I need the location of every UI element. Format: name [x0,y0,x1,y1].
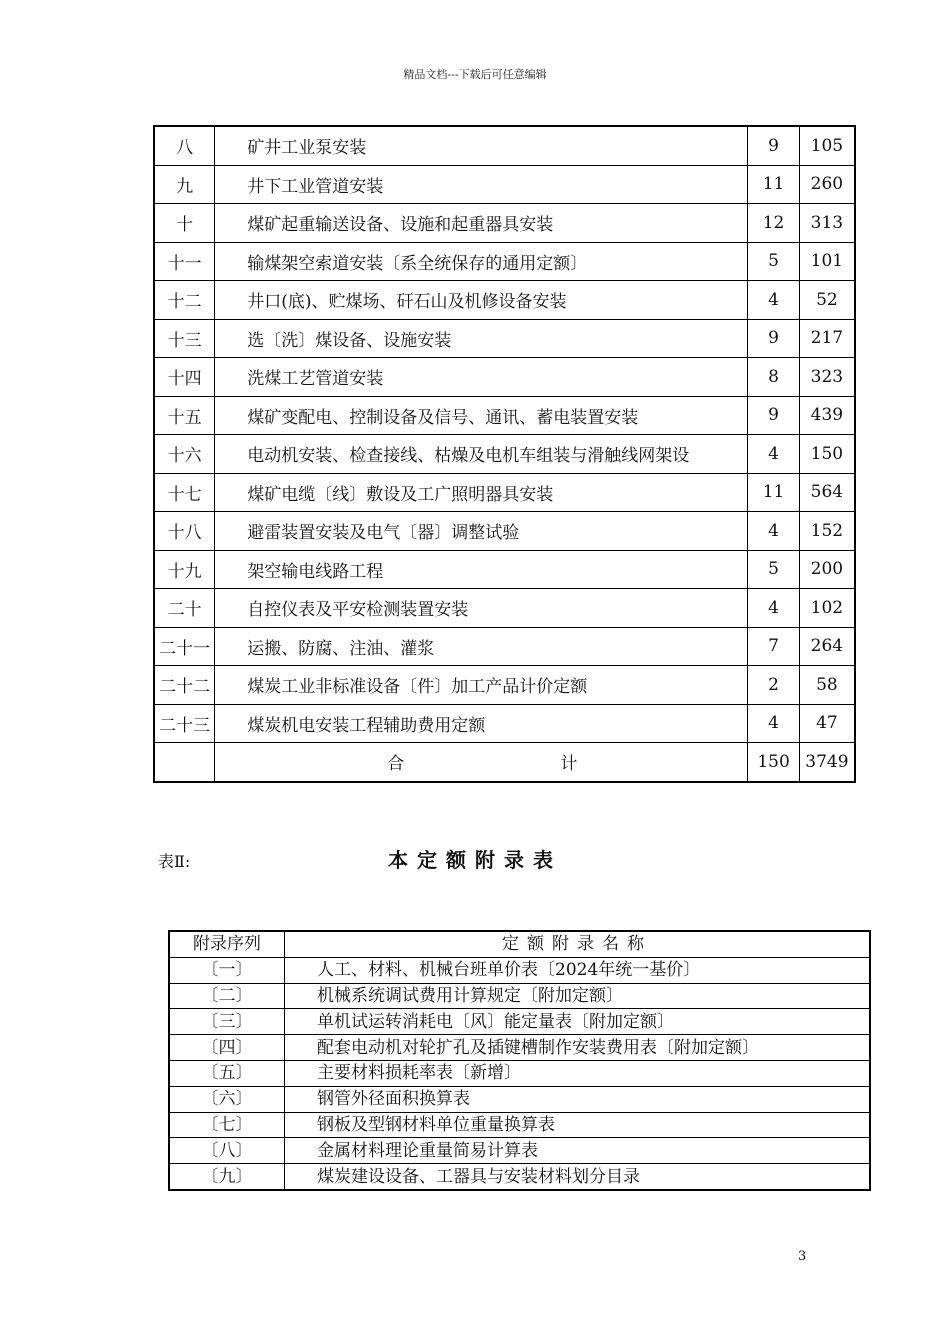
chapter-number: 十六 [154,435,215,474]
table-row [154,589,855,628]
appendix-number: 〔二〕 [169,983,285,1009]
chapter-name: 洗煤工艺管道安装 [215,358,748,397]
chapter-name: 电动机安装、检查接线、枯燥及电机车组装与滑触线网架设 [215,435,748,474]
appendix-name: 钢管外径面积换算表 [285,1086,871,1112]
table-row [154,512,855,551]
chapter-name: 运搬、防腐、注油、灌浆 [215,627,748,666]
total-items: 3749 [799,743,855,782]
chapter-count: 4 [748,704,799,743]
item-count: 47 [799,704,855,743]
appendix-name: 煤炭建设设备、工器具与安装材料划分目录 [285,1164,871,1190]
chapter-number: 二十二 [154,666,215,705]
chapter-name: 避雷装置安装及电气〔器〕调整试验 [215,512,748,551]
chapter-count: 9 [748,396,799,435]
item-count: 101 [799,242,855,281]
chapter-count: 4 [748,435,799,474]
chapter-count: 9 [748,126,799,165]
chapter-count: 5 [748,242,799,281]
table-row [169,957,870,983]
appendix-number: 〔八〕 [169,1138,285,1164]
item-count: 52 [799,281,855,320]
item-count: 264 [799,627,855,666]
appendix-number: 〔四〕 [169,1035,285,1061]
table2-title: 本定额附录表 [388,848,562,872]
total-label-b: 计 [560,754,578,775]
chapter-count: 5 [748,550,799,589]
table2-label: 表Ⅱ: [158,852,191,871]
chapter-number: 十八 [154,512,215,551]
chapter-number: 二十 [154,589,215,628]
chapter-count: 7 [748,627,799,666]
quota-chapter-table [153,125,856,783]
item-count: 150 [799,435,855,474]
table-row [169,1060,870,1086]
table-row [169,1086,870,1112]
chapter-number: 二十三 [154,704,215,743]
header-appendix-name: 定额附录名称 [285,931,871,957]
total-label-a: 合 [387,754,405,775]
item-count: 105 [799,126,855,165]
table-row [154,165,855,204]
chapter-name: 井口(底)、贮煤场、矸石山及机修设备安装 [215,281,748,320]
table-row [154,473,855,512]
table-row [169,1164,870,1190]
chapter-name: 煤矿起重输送设备、设施和起重器具安装 [215,204,748,243]
chapter-name: 井下工业管道安装 [215,165,748,204]
chapter-name: 自控仪表及平安检测装置安装 [215,589,748,628]
table-row [154,435,855,474]
table-row [169,1112,870,1138]
table-row [169,1138,870,1164]
chapter-name: 煤炭机电安装工程辅助费用定额 [215,704,748,743]
appendix-name: 人工、材料、机械台班单价表〔2024年统一基价〕 [285,957,871,983]
chapter-name: 输煤架空索道安装〔系全统保存的通用定额〕 [215,242,748,281]
table-row [154,319,855,358]
chapter-number: 十 [154,204,215,243]
appendix-name: 单机试运转消耗电〔风〕能定量表〔附加定额〕 [285,1009,871,1035]
chapter-number: 十五 [154,396,215,435]
table-row [154,704,855,743]
chapter-name: 架空输电线路工程 [215,550,748,589]
appendix-table [168,930,871,1191]
chapter-count: 4 [748,512,799,551]
chapter-number: 二十一 [154,627,215,666]
item-count: 152 [799,512,855,551]
item-count: 260 [799,165,855,204]
table-row [154,396,855,435]
item-count: 200 [799,550,855,589]
chapter-number: 九 [154,165,215,204]
table-row [154,358,855,397]
item-count: 323 [799,358,855,397]
table-row [154,281,855,320]
table-row [154,550,855,589]
chapter-number: 十九 [154,550,215,589]
total-label [215,743,748,782]
chapter-name: 煤矿变配电、控制设备及信号、通讯、蓄电装置安装 [215,396,748,435]
item-count: 58 [799,666,855,705]
item-count: 564 [799,473,855,512]
header-appendix-no: 附录序列 [169,931,285,957]
chapter-count: 12 [748,204,799,243]
total-empty-cell [154,743,215,782]
table-row [154,204,855,243]
appendix-number: 〔七〕 [169,1112,285,1138]
appendix-number: 〔三〕 [169,1009,285,1035]
item-count: 439 [799,396,855,435]
total-chapters: 150 [748,743,799,782]
page-number: 3 [798,1249,807,1264]
chapter-name: 矿井工业泵安装 [215,126,748,165]
chapter-count: 9 [748,319,799,358]
chapter-number: 十四 [154,358,215,397]
table-row [169,1009,870,1035]
chapter-number: 十三 [154,319,215,358]
chapter-name: 煤矿电缆〔线〕敷设及工广照明器具安装 [215,473,748,512]
table-header-row [169,931,870,957]
table-row [154,666,855,705]
chapter-number: 十一 [154,242,215,281]
chapter-number: 十七 [154,473,215,512]
appendix-name: 主要材料损耗率表〔新增〕 [285,1060,871,1086]
chapter-count: 11 [748,473,799,512]
chapter-name: 煤炭工业非标准设备〔件〕加工产品计价定额 [215,666,748,705]
item-count: 102 [799,589,855,628]
appendix-name: 金属材料理论重量简易计算表 [285,1138,871,1164]
chapter-count: 11 [748,165,799,204]
chapter-number: 十二 [154,281,215,320]
item-count: 313 [799,204,855,243]
chapter-name: 选〔洗〕煤设备、设施安装 [215,319,748,358]
appendix-number: 〔五〕 [169,1060,285,1086]
chapter-count: 4 [748,589,799,628]
appendix-name: 配套电动机对轮扩孔及插键槽制作安装费用表〔附加定额〕 [285,1035,871,1061]
item-count: 217 [799,319,855,358]
chapter-count: 2 [748,666,799,705]
total-row [154,743,855,782]
chapter-count: 4 [748,281,799,320]
table-row [154,627,855,666]
table-row [154,242,855,281]
appendix-number: 〔九〕 [169,1164,285,1190]
appendix-name: 机械系统调试费用计算规定〔附加定额〕 [285,983,871,1009]
table-row [169,983,870,1009]
appendix-name: 钢板及型钢材料单位重量换算表 [285,1112,871,1138]
chapter-number: 八 [154,126,215,165]
appendix-number: 〔一〕 [169,957,285,983]
chapter-count: 8 [748,358,799,397]
header-note: 精品文档---下载后可任意编辑 [403,68,547,81]
table-row [169,1035,870,1061]
appendix-number: 〔六〕 [169,1086,285,1112]
table-row [154,126,855,165]
